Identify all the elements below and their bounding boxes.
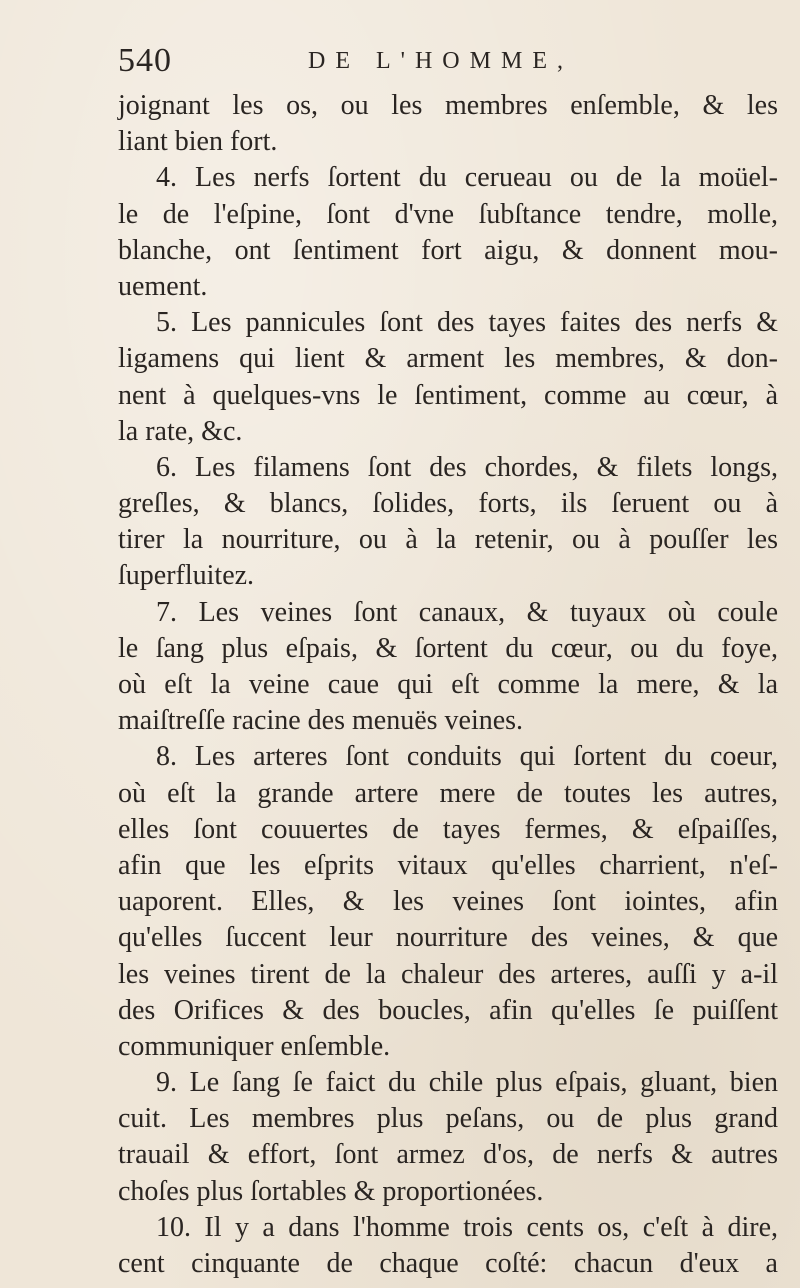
text-line: maiſtreſſe racine des menuës veines. (118, 705, 524, 737)
text-line: 5. Les pannicules ſont des tayes faites des nerfs & (156, 307, 778, 339)
page-header (118, 40, 778, 88)
text-line: afin que les eſprits vitaux qu'elles charrient, n'eſ- (118, 849, 778, 881)
text-line: trauail & effort, ſont armez d'os, de nerfs & autres (118, 1139, 778, 1171)
text-line: où eſt la veine caue qui eſt comme la mere, & la (118, 669, 778, 700)
text-line: ligamens qui lient & arment les membres, & don- (118, 343, 778, 375)
page-number: 540 (118, 42, 172, 79)
text-line: tirer la nourriture, ou à la retenir, ou à pouſſer les (118, 524, 778, 556)
text-line: greſles, & blancs, ſolides, forts, ils ſeruent ou à (118, 488, 778, 520)
text-line: joignant les os, ou les membres enſemble, & les (118, 90, 778, 121)
text-line: les veines tirent de la chaleur des arteres, auſſi y a-il (118, 958, 778, 990)
text-line: liant bien fort. (118, 126, 278, 158)
text-line: cent cinquante de chaque coſté: chacun d'eux a (118, 1248, 778, 1279)
text-line: choſes plus ſortables & proportionées. (118, 1175, 544, 1207)
text-line: ſuperfluitez. (118, 560, 255, 592)
text-line: le de l'eſpine, ſont d'vne ſubſtance tendre, molle, (118, 198, 778, 230)
text-line: la rate, &c. (118, 415, 243, 447)
text-line: 6. Les filamens ſont des chordes, & filets longs, (156, 451, 778, 483)
text-line: 7. Les veines ſont canaux, & tuyaux où coule (156, 596, 778, 628)
text-line: blanche, ont ſentiment fort aigu, & donnent mou- (118, 234, 778, 266)
text-line: communiquer enſemble. (118, 1030, 391, 1062)
text-line: qu'elles ſuccent leur nourriture des veines, & que (118, 922, 778, 954)
running-head: DE L'HOMME, (308, 48, 573, 74)
text-line: elles ſont couuertes de tayes fermes, & eſpaiſſes, (118, 813, 778, 845)
text-line: où eſt la grande artere mere de toutes les autres, (118, 777, 778, 809)
text-line: cuit. Les membres plus peſans, ou de plus grand (118, 1103, 778, 1135)
text-line: uaporent. Elles, & les veines ſont iointes, afin (118, 886, 778, 918)
text-line: 10. Il y a dans l'homme trois cents os, c'eſt à dire, (156, 1211, 778, 1243)
text-line: uement. (118, 270, 208, 302)
text-line: des Orifices & des boucles, afin qu'elles ſe puiſſent (118, 994, 778, 1026)
body-text (118, 88, 778, 1282)
text-line: nent à quelques-vns le ſentiment, comme au cœur, à (118, 379, 778, 411)
text-line: le ſang plus eſpais, & ſortent du cœur, ou du foye, (118, 632, 778, 664)
text-line: 4. Les nerfs ſortent du cerueau ou de la moüel- (156, 162, 778, 194)
text-line: 9. Le ſang ſe faict du chile plus eſpais, gluant, bien (156, 1067, 778, 1099)
text-line: 8. Les arteres ſont conduits qui ſortent du coeur, (156, 741, 778, 773)
